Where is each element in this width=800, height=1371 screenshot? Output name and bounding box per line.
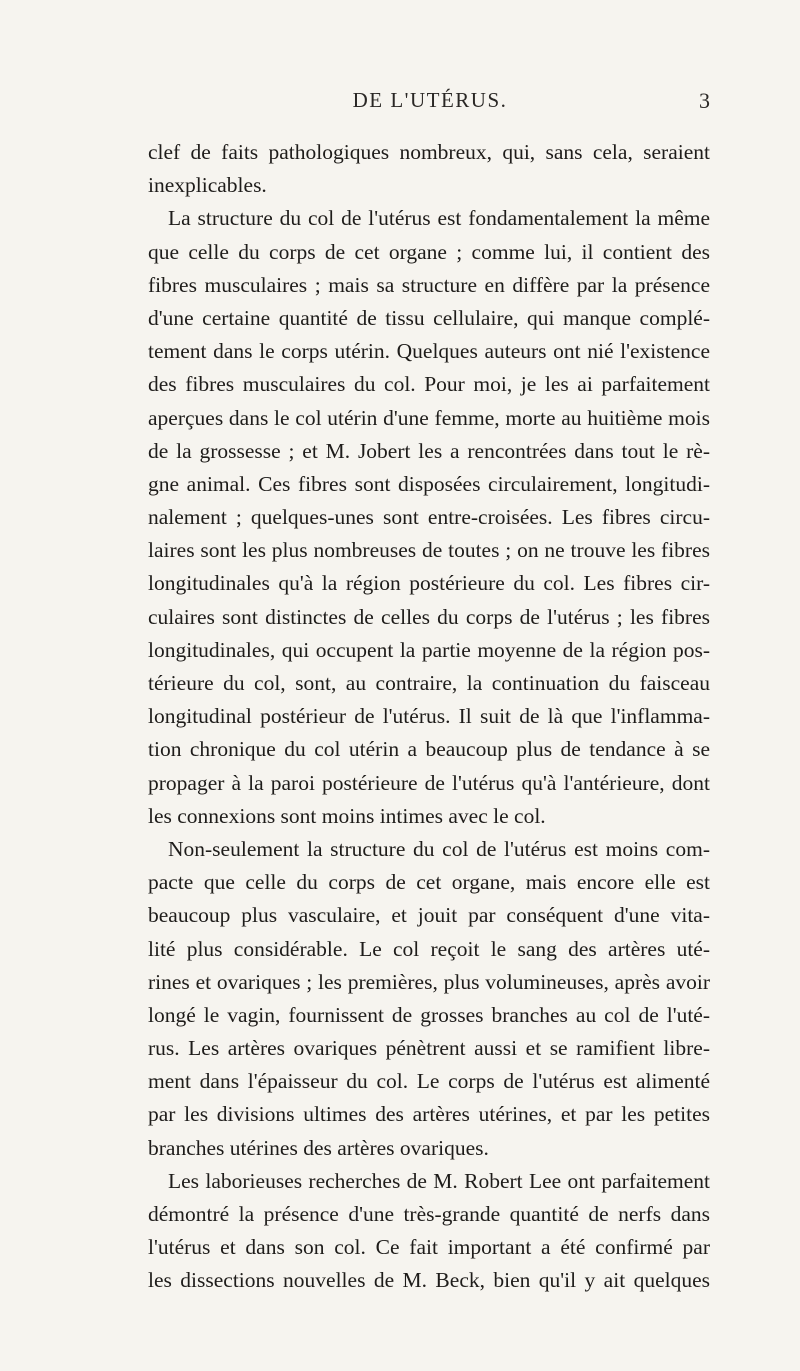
text-line: tement dans le corps utérin. Quelques auteurs ont nié l'existence xyxy=(148,339,710,364)
text-line: gne animal. Ces fibres sont disposées circulairement, longitudi- xyxy=(148,471,710,496)
paragraph xyxy=(148,1165,710,1298)
running-title: DE L'UTÉRUS. xyxy=(352,88,508,112)
text-line: que celle du corps de cet organe ; comme lui, il contient des xyxy=(148,239,710,264)
paragraph xyxy=(148,136,710,202)
running-head xyxy=(150,88,710,118)
text-line: Non-seulement la structure du col de l'utérus est moins com- xyxy=(168,836,710,861)
text-line: térieure du col, sont, au contraire, la continuation du faisceau xyxy=(148,671,710,695)
text-line: aperçues dans le col utérin d'une femme, morte au huitième mois xyxy=(148,405,710,430)
text-line: les dissections nouvelles de M. Beck, bien qu'il y ait quelques xyxy=(148,1268,710,1293)
text-line: tion chronique du col utérin a beaucoup plus de tendance à se xyxy=(148,737,710,762)
text-line: La structure du col de l'utérus est fondamentalement la même xyxy=(168,206,710,231)
text-line: longitudinal postérieur de l'utérus. Il suit de là que l'inflamma- xyxy=(148,704,710,729)
text-line: branches utérines des artères ovariques. xyxy=(148,1135,489,1160)
text-line: beaucoup plus vasculaire, et jouit par conséquent d'une vita- xyxy=(148,903,710,928)
text-line: les connexions sont moins intimes avec le col. xyxy=(148,803,546,828)
text-line: rus. Les artères ovariques pénètrent aussi et se ramifient libre- xyxy=(148,1036,710,1061)
text-line: Les laborieuses recherches de M. Robert Lee ont parfaitement xyxy=(168,1168,710,1193)
text-line: laires sont les plus nombreuses de toutes ; on ne trouve les fibres xyxy=(148,538,710,563)
text-line: longitudinales qu'à la région postérieure du col. Les fibres cir- xyxy=(148,571,710,596)
text-line: par les divisions ultimes des artères utérines, et par les petites xyxy=(148,1102,710,1127)
text-line: d'une certaine quantité de tissu cellulaire, qui manque complé- xyxy=(148,305,710,330)
text-line: ment dans l'épaisseur du col. Le corps de l'utérus est alimenté xyxy=(148,1069,710,1094)
text-line: des fibres musculaires du col. Pour moi, je les ai parfaitement xyxy=(148,372,710,397)
page-number: 3 xyxy=(699,88,710,113)
text-line: l'utérus et dans son col. Ce fait important a été confirmé par xyxy=(148,1235,710,1260)
body-text xyxy=(148,136,710,1298)
text-line: culaires sont distinctes de celles du corps de l'utérus ; les fibres xyxy=(148,604,710,629)
paragraph xyxy=(148,833,710,1165)
text-line: lité plus considérable. Le col reçoit le sang des artères uté- xyxy=(148,936,710,961)
text-line: fibres musculaires ; mais sa structure en diffère par la présence xyxy=(148,272,710,297)
text-line: rines et ovariques ; les premières, plus volumineuses, après avoir xyxy=(148,969,710,994)
text-line: propager à la paroi postérieure de l'utérus qu'à l'antérieure, dont xyxy=(148,770,710,795)
text-line: inexplicables. xyxy=(148,173,267,198)
text-line: clef de faits pathologiques nombreux, qui, sans cela, seraient xyxy=(148,140,710,164)
text-line: nalement ; quelques-unes sont entre-croisées. Les fibres circu- xyxy=(148,505,710,530)
text-line: longitudinales, qui occupent la partie moyenne de la région pos- xyxy=(148,637,710,662)
text-line: pacte que celle du corps de cet organe, mais encore elle est xyxy=(148,870,710,895)
text-line: longé le vagin, fournissent de grosses branches au col de l'uté- xyxy=(148,1002,710,1027)
paragraph xyxy=(148,202,710,833)
text-line: démontré la présence d'une très-grande quantité de nerfs dans xyxy=(148,1202,710,1226)
text-line: de la grossesse ; et M. Jobert les a rencontrées dans tout le rè- xyxy=(148,438,710,463)
